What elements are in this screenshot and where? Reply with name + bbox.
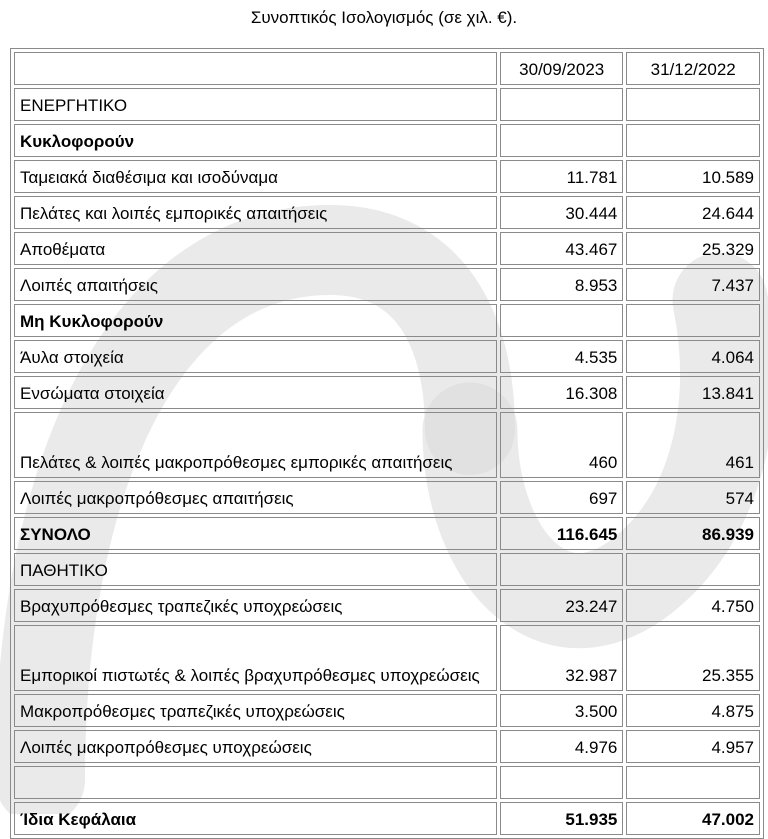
row-label: Κυκλοφορούν — [14, 124, 497, 157]
value-2022: 461 — [626, 412, 760, 478]
row-label: ΣΥΝΟΛΟ — [14, 517, 497, 550]
row-label: Εμπορικοί πιστωτές & λοιπές βραχυπρόθεσμες υποχρεώσεις — [14, 625, 497, 691]
value-2022: 25.355 — [626, 625, 760, 691]
row-label: Άυλα στοιχεία — [14, 340, 497, 373]
value-2023: 460 — [500, 412, 623, 478]
value-2023: 30.444 — [500, 196, 623, 229]
value-2022: 4.750 — [626, 589, 760, 622]
table-row — [14, 517, 760, 550]
table-row — [14, 376, 760, 409]
value-2023: 11.781 — [500, 160, 623, 193]
table-header-row — [14, 52, 760, 85]
row-label: ΕΝΕΡΓΗΤΙΚΟ — [14, 88, 497, 121]
value-2022: 4.875 — [626, 694, 760, 727]
value-2022: 7.437 — [626, 268, 760, 301]
value-2022: 10.589 — [626, 160, 760, 193]
value-2023: 51.935 — [500, 802, 623, 835]
table-row — [14, 625, 760, 691]
row-label — [14, 766, 497, 799]
value-2022: 47.002 — [626, 802, 760, 835]
balance-sheet-table — [10, 48, 764, 839]
value-2023: 8.953 — [500, 268, 623, 301]
value-2022 — [626, 88, 760, 121]
row-label: Βραχυπρόθεσμες τραπεζικές υποχρεώσεις — [14, 589, 497, 622]
row-label: Ενσώματα στοιχεία — [14, 376, 497, 409]
row-label: Ταμειακά διαθέσιμα και ισοδύναμα — [14, 160, 497, 193]
table-row — [14, 196, 760, 229]
value-2023 — [500, 766, 623, 799]
value-2022: 13.841 — [626, 376, 760, 409]
table-row — [14, 481, 760, 514]
table-row — [14, 340, 760, 373]
row-label: Αποθέματα — [14, 232, 497, 265]
value-2023: 4.976 — [500, 730, 623, 763]
table-row — [14, 88, 760, 121]
table-row — [14, 802, 760, 835]
table-row — [14, 589, 760, 622]
table-row — [14, 730, 760, 763]
row-label: Πελάτες & λοιπές μακροπρόθεσμες εμπορικές απαιτήσεις — [14, 412, 497, 478]
row-label: Λοιπές απαιτήσεις — [14, 268, 497, 301]
table-row — [14, 553, 760, 586]
value-2023 — [500, 88, 623, 121]
value-2023: 16.308 — [500, 376, 623, 409]
value-2023: 23.247 — [500, 589, 623, 622]
value-2023: 116.645 — [500, 517, 623, 550]
table-row — [14, 694, 760, 727]
value-2022: 4.957 — [626, 730, 760, 763]
value-2022: 4.064 — [626, 340, 760, 373]
value-2023: 3.500 — [500, 694, 623, 727]
table-row — [14, 124, 760, 157]
value-2023: 4.535 — [500, 340, 623, 373]
row-label: Λοιπές μακροπρόθεσμες υποχρεώσεις — [14, 730, 497, 763]
value-2023 — [500, 553, 623, 586]
table-row — [14, 412, 760, 478]
value-2023: 43.467 — [500, 232, 623, 265]
row-label: Πελάτες και λοιπές εμπορικές απαιτήσεις — [14, 196, 497, 229]
header-cell-label — [14, 52, 497, 85]
value-2022: 24.644 — [626, 196, 760, 229]
value-2022 — [626, 124, 760, 157]
value-2023 — [500, 124, 623, 157]
value-2022: 86.939 — [626, 517, 760, 550]
value-2022 — [626, 766, 760, 799]
row-label: Μακροπρόθεσμες τραπεζικές υποχρεώσεις — [14, 694, 497, 727]
value-2022: 574 — [626, 481, 760, 514]
value-2023 — [500, 304, 623, 337]
header-cell-2023: 30/09/2023 — [500, 52, 623, 85]
table-row — [14, 232, 760, 265]
table-row — [14, 304, 760, 337]
page-title: Συνοπτικός Ισολογισμός (σε χιλ. €). — [250, 8, 518, 27]
value-2022 — [626, 304, 760, 337]
row-label: Μη Κυκλοφορούν — [14, 304, 497, 337]
value-2023: 32.987 — [500, 625, 623, 691]
value-2022 — [626, 553, 760, 586]
value-2023: 697 — [500, 481, 623, 514]
row-label: ΠΑΘΗΤΙΚΟ — [14, 553, 497, 586]
row-label: Ίδια Κεφάλαια — [14, 802, 497, 835]
table-row — [14, 268, 760, 301]
table-row — [14, 766, 760, 799]
header-cell-2022: 31/12/2022 — [626, 52, 760, 85]
row-label: Λοιπές μακροπρόθεσμες απαιτήσεις — [14, 481, 497, 514]
table-row — [14, 160, 760, 193]
value-2022: 25.329 — [626, 232, 760, 265]
